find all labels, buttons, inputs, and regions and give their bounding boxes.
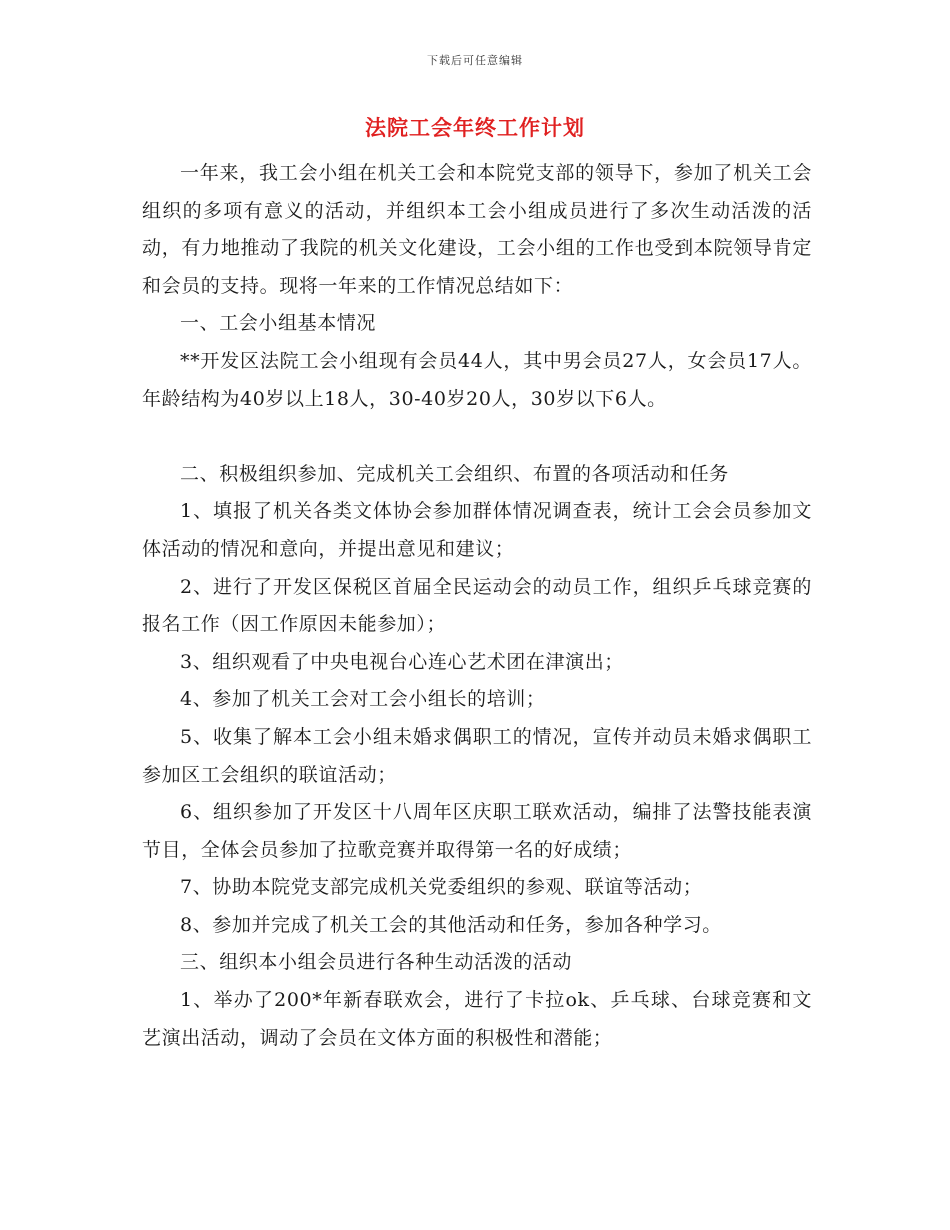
section-heading-3: 三、组织本小组会员进行各种生动活泼的活动	[180, 951, 573, 974]
blank-line	[142, 418, 812, 456]
list-item: 6、组织参加了开发区十八周年区庆职工联欢活动，编排了法警技能表演节目，全体会员参加了拉歌竞赛并取得第一名的好成绩；	[142, 801, 812, 861]
list-item: 1、填报了机关各类文体协会参加群体情况调查表，统计工会会员参加文体活动的情况和意向，并提出意见和建议；	[142, 500, 812, 560]
list-item: 7、协助本院党支部完成机关党委组织的参观、联谊等活动；	[180, 876, 703, 899]
list-item: 3、组织观看了中央电视台心连心艺术团在津演出；	[180, 650, 624, 673]
list-item: 1、举办了200*年新春联欢会，进行了卡拉ok、乒乓球、台球竞赛和文艺演出活动，调动了会员在文体方面的积极性和潜能；	[142, 989, 812, 1049]
section-heading-1: 一、工会小组基本情况	[180, 312, 377, 335]
intro-paragraph: 一年来，我工会小组在机关工会和本院党支部的领导下，参加了机关工会组织的多项有意义的活动，并组织本工会小组成员进行了多次生动活泼的活动，有力地推动了我院的机关文化建设，工会小组的工作也受到本院领导肯定和会员的支持。现将一年来的工作情况总结如下：	[142, 162, 812, 297]
section-heading-2: 二、积极组织参加、完成机关工会组织、布置的各项活动和任务	[180, 462, 729, 485]
document-body	[142, 155, 812, 1057]
membership-paragraph: **开发区法院工会小组现有会员44人，其中男会员27人，女会员17人。年龄结构为40岁以上18人，30-40岁20人，30岁以下6人。	[142, 349, 812, 410]
list-item: 2、进行了开发区保税区首届全民运动会的动员工作，组织乒乓球竞赛的报名工作（因工作原因未能参加）；	[142, 575, 812, 636]
list-item: 8、参加并完成了机关工会的其他活动和任务，参加各种学习。	[180, 913, 722, 936]
list-item: 4、参加了机关工会对工会小组长的培训；	[180, 688, 546, 711]
page-header-note: 下载后可任意编辑	[427, 54, 523, 67]
document-title: 法院工会年终工作计划	[365, 115, 585, 140]
list-item: 5、收集了解本工会小组未婚求偶职工的情况，宣传并动员未婚求偶职工参加区工会组织的联谊活动；	[142, 725, 812, 786]
